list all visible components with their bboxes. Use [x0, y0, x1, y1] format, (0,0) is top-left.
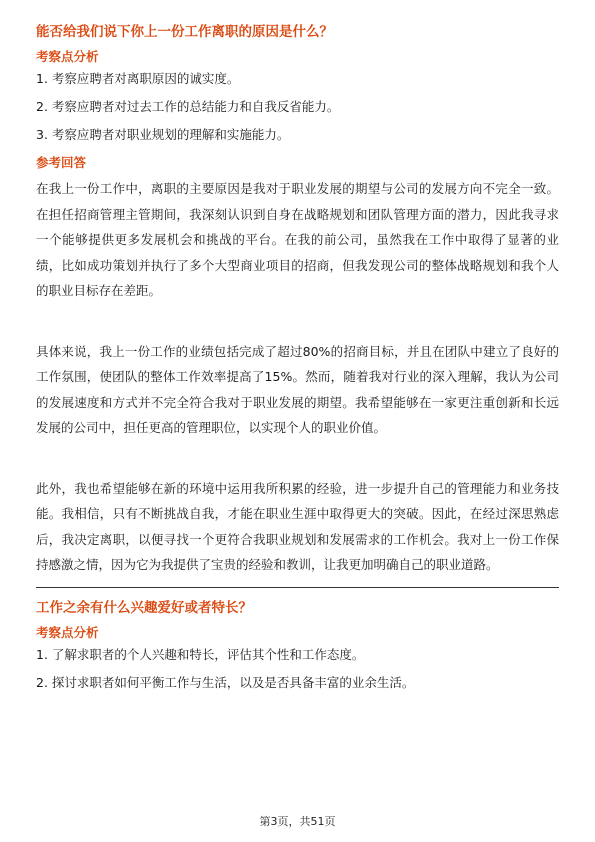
answer-heading: 参考回答	[36, 155, 87, 170]
section-divider	[36, 587, 559, 588]
analysis-heading: 考察点分析	[36, 624, 99, 640]
document-page	[36, 22, 559, 702]
paragraph-gap	[36, 304, 559, 339]
paragraph-gap	[36, 441, 559, 476]
analysis-item: 2. 考察应聘者对过去工作的总结能力和自我反省能力。	[36, 99, 340, 114]
question-1-title: 能否给我们说下你上一份工作离职的原因是什么？	[36, 24, 333, 40]
question-2-title: 工作之余有什么兴趣爱好或者特长？	[36, 599, 252, 616]
analysis-item: 2. 探讨求职者如何平衡工作与生活，以及是否具备丰富的业余生活。	[36, 674, 415, 690]
analysis-item: 1. 考察应聘者对离职原因的诚实度。	[36, 71, 240, 86]
question-2	[36, 598, 559, 692]
analysis-item: 3. 考察应聘者对职业规划的理解和实施能力。	[36, 127, 290, 142]
answer-paragraph: 在我上一份工作中，离职的主要原因是我对于职业发展的期望与公司的发展方向不完全一致。在担任招商管理主管期间，我深刻认识到自身在战略规划和团队管理方面的潜力，因此我寻求一个能够提供更多发展机会和挑战的平台。在我的前公司，虽然我在工作中取得了显著的业绩，比如成功策划并执行了多个大型商业项目的招商，但我发现公司的整体战略规划和我个人的职业目标存在差距。	[36, 181, 559, 298]
answer-paragraph: 具体来说，我上一份工作的业绩包括完成了超过80%的招商目标，并且在团队中建立了良好的工作氛围，使团队的整体工作效率提高了15%。然而，随着我对行业的深入理解，我认为公司的发展速度和方式并不完全符合我对于职业发展的期望。我希望能够在一家更注重创新和长远发展的公司中，担任更高的管理职位，以实现个人的职业价值。	[36, 343, 559, 435]
page-number: 第3页，共51页	[259, 815, 336, 828]
analysis-item: 1. 了解求职者的个人兴趣和特长，评估其个性和工作态度。	[36, 646, 365, 662]
analysis-heading: 考察点分析	[36, 49, 99, 64]
answer-paragraph: 此外，我也希望能够在新的环境中运用我所积累的经验，进一步提升自己的管理能力和业务技能。我相信，只有不断挑战自我，才能在职业生涯中取得更大的突破。因此，在经过深思熟虑后，我决定离职，以便寻找一个更符合我职业规划和发展需求的工作机会。我对上一份工作保持感激之情，因为它为我提供了宝贵的经验和教训，让我更加明确自己的职业道路。	[36, 480, 559, 572]
question-1	[36, 22, 559, 578]
